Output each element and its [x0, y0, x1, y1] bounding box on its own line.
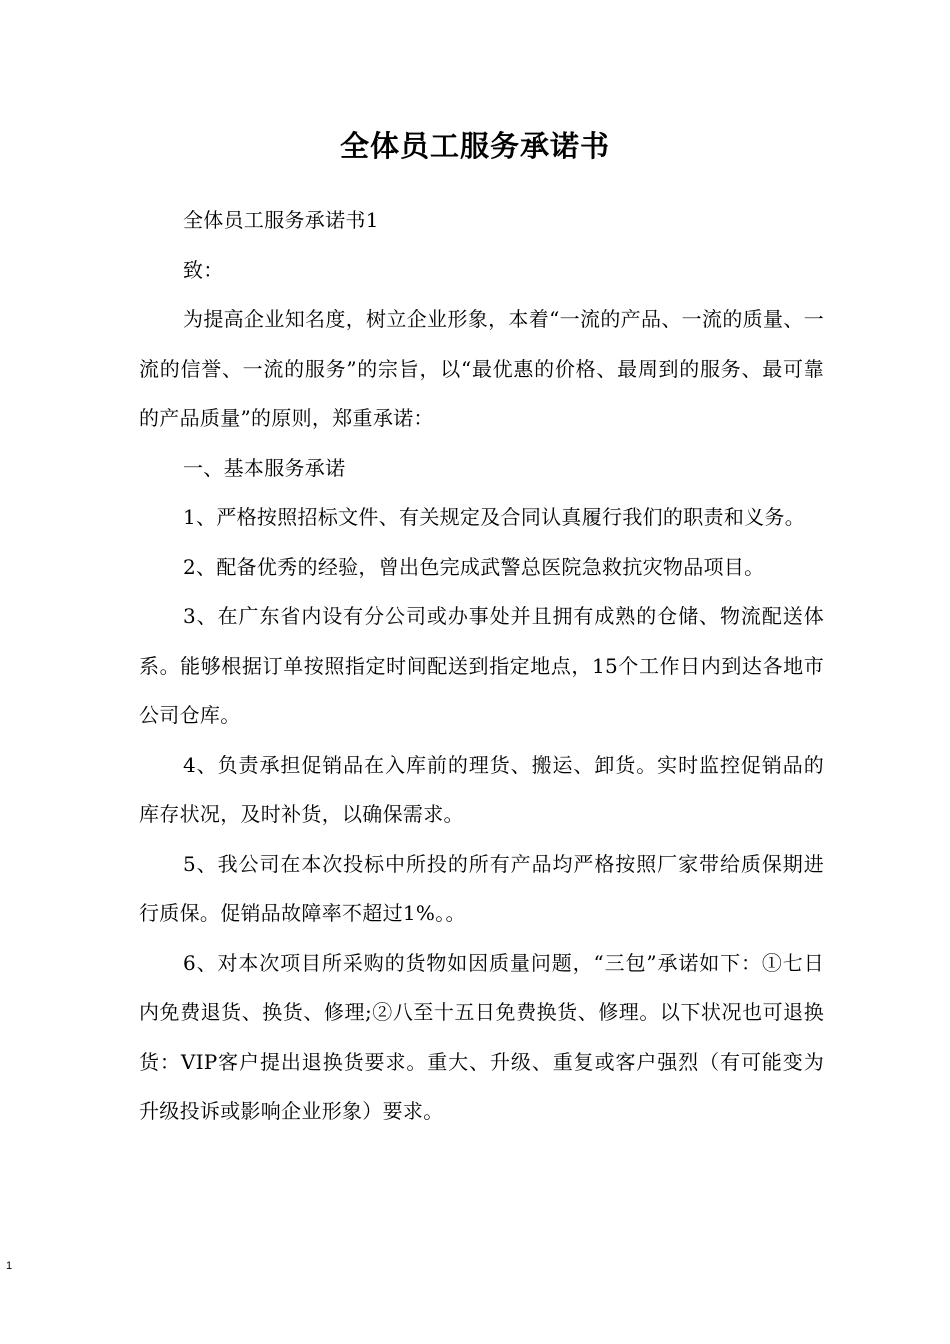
paragraph-salutation: 致： [183, 257, 224, 282]
paragraph-item-1: 1、严格按照招标文件、有关规定及合同认真履行我们的职责和义务。 [183, 505, 806, 529]
paragraph-item-5: 5、我公司在本次投标中所投的所有产品均严格按照厂家带给质保期进行质保。促销品故障率不超过1%。。 [139, 851, 824, 925]
paragraph-item-4: 4、负责承担促销品在入库前的理货、搬运、卸货。实时监控促销品的库存状况，及时补货，以确保需求。 [139, 752, 824, 826]
paragraph-item-6: 6、对本次项目所采购的货物如因质量问题，“三包”承诺如下：①七日内免费退货、换货、修理;②八至十五日免费换货、修理。以下状况也可退换货：VIP客户提出退换货要求。重大、升级、重复或客户强烈（有可能变为升级投诉或影响企业形象）要求。 [139, 950, 824, 1123]
page-number: 1 [6, 1260, 13, 1272]
paragraph-item-2: 2、配备优秀的经验，曾出色完成武警总医院急救抗灾物品项目。 [183, 554, 765, 579]
page-title: 全体员工服务承诺书 [339, 129, 610, 163]
paragraph-item-3: 3、在广东省内设有分公司或办事处并且拥有成熟的仓储、物流配送体系。能够根据订单按照指定时间配送到指定地点，15个工作日内到达各地市公司仓库。 [139, 604, 824, 727]
paragraph-subtitle: 全体员工服务承诺书1 [183, 208, 379, 232]
paragraph-intro: 为提高企业知名度，树立企业形象，本着“一流的产品、一流的质量、一流的信誉、一流的服务”的宗旨，以“最优惠的价格、最周到的服务、最可靠的产品质量”的原则，郑重承诺： [139, 307, 824, 430]
document-body [139, 196, 824, 1137]
section-heading: 一、基本服务承诺 [183, 455, 346, 480]
